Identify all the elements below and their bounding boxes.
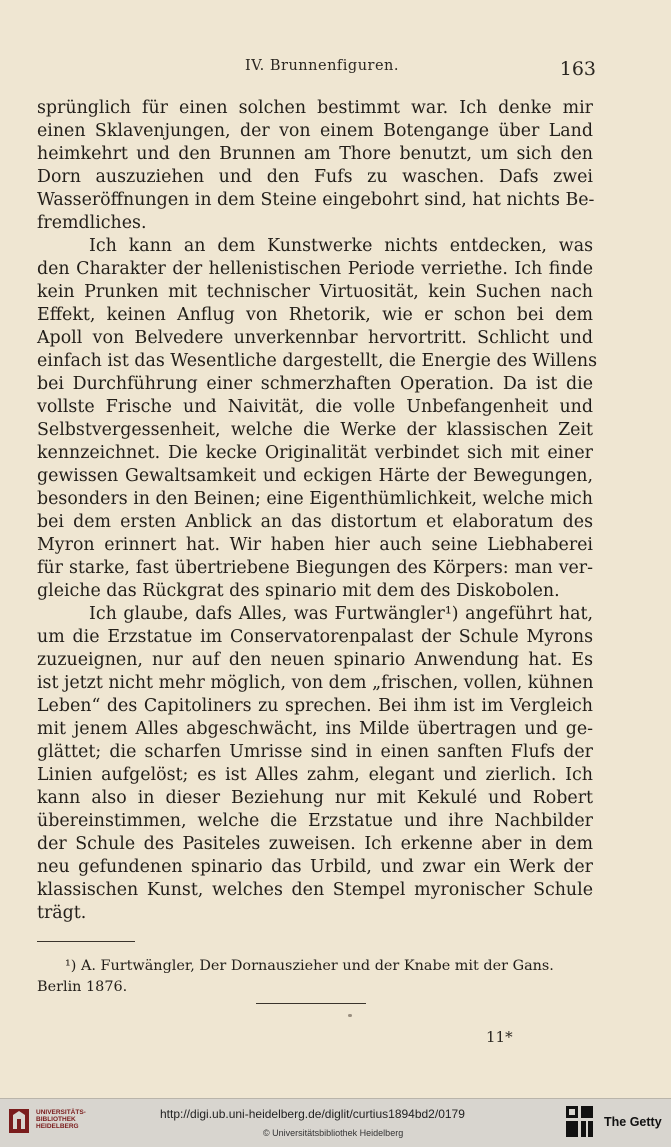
footnote-divider (37, 941, 135, 942)
text-line: Ich kann an dem Kunstwerke nichts entdecken, was (89, 236, 593, 256)
library-name-text: UNIVERSITÄTS- BIBLIOTHEK HEIDELBERG (36, 1109, 86, 1130)
text-line: bei dem ersten Anblick an das distortum et elaboratum des (37, 512, 593, 532)
paragraph-3 (37, 603, 593, 925)
text-line: Wasseröffnungen in dem Steine eingebohrt sind, hat nichts Be- (37, 190, 595, 210)
text-line: einen Sklavenjungen, der von einem Botengange über Land (37, 121, 593, 141)
text-line: Selbstvergessenheit, welche die Werke der klassischen Zeit (37, 420, 593, 440)
text-line: um die Erzstatue im Conservatorenpalast der Schule Myrons (37, 627, 593, 647)
text-line: mit jenem Alles abgeschwächt, ins Milde übertragen und ge- (37, 719, 593, 739)
footnote (37, 956, 593, 998)
page-number: 163 (559, 58, 596, 80)
text-line: Effekt, keinen Anflug von Rhetorik, wie er schon bei dem (37, 305, 593, 325)
ink-speck (348, 1014, 352, 1017)
text-line: Myron erinnert hat. Wir haben hier auch seine Liebhaberei (37, 535, 593, 555)
text-line: heimkehrt und den Brunnen am Thore benutzt, um sich den (37, 144, 593, 164)
text-line: neu gefundenen spinario das Urbild, und zwar ein Werk der (37, 857, 593, 877)
page-header (40, 54, 596, 84)
text-line: Apoll von Belvedere unverkennbar hervortritt. Schlicht und (37, 328, 593, 348)
text-line: ist jetzt nicht mehr möglich, von dem „frischen, vollen, kühnen (37, 673, 594, 693)
footnote-line: ¹) A. Furtwängler, Der Dornauszieher und der Knabe mit der Gans. (65, 958, 554, 974)
permalink-url[interactable]: http://digi.ub.uni-heidelberg.de/diglit/curtius1894bd2/0179 (160, 1107, 465, 1121)
text-line: kein Prunken mit technischer Virtuosität, kein Suchen nach (37, 282, 593, 302)
text-line: vollste Frische und Naivität, die volle Unbefangenheit und (37, 397, 593, 417)
text-line: sprünglich für einen solchen bestimmt war. Ich denke mir (37, 98, 593, 118)
text-line: gewissen Gewaltsamkeit und eckigen Härte der Bewegungen, (37, 466, 593, 486)
text-line: trägt. (37, 903, 87, 923)
text-line: glättet; die scharfen Umrisse sind in einen sanften Flufs der (37, 742, 593, 762)
text-line: für starke, fast übertriebene Biegungen des Körpers: man ver- (37, 558, 593, 578)
university-library-logo-icon[interactable] (8, 1107, 30, 1135)
viewer-footer (0, 1098, 671, 1147)
text-line: kann also in dieser Beziehung nur mit Kekulé und Robert (37, 788, 593, 808)
paragraph-2 (37, 235, 598, 603)
signature-mark: 11* (486, 1028, 513, 1046)
getty-logo-icon[interactable] (565, 1105, 595, 1139)
text-line: gleiche das Rückgrat des spinario mit dem des Diskobolen. (37, 581, 560, 601)
text-line: zuzueignen, nur auf den neuen spinario Anwendung hat. Es (37, 650, 593, 670)
text-line: Leben“ des Capitoliners zu sprechen. Bei ihm ist im Vergleich (37, 696, 593, 716)
paragraph-1 (37, 97, 593, 235)
text-line: kennzeichnet. Die kecke Originalität verbindet sich mit einer (37, 443, 593, 463)
partner-name: The Getty (604, 1115, 662, 1129)
text-line: besonders in den Beinen; eine Eigenthümlichkeit, welche mich (37, 489, 593, 509)
text-line: klassischen Kunst, welches den Stempel myronischer Schule (37, 880, 593, 900)
footnote-line: Berlin 1876. (37, 979, 128, 995)
end-divider (256, 1003, 366, 1004)
text-line: der Schule des Pasiteles zuweisen. Ich erkenne aber in dem (37, 834, 593, 854)
text-line: fremdliches. (37, 213, 147, 233)
text-line: einfach ist das Wesentliche dargestellt, die Energie des Willens (37, 351, 598, 371)
text-line: Linien aufgelöst; es ist Alles zahm, elegant und zierlich. Ich (37, 765, 593, 785)
text-line: den Charakter der hellenistischen Periode verriethe. Ich finde (37, 259, 593, 279)
copyright-notice: © Universitätsbibliothek Heidelberg (263, 1128, 404, 1138)
text-line: übereinstimmen, welche die Erzstatue und ihre Nachbilder (37, 811, 593, 831)
running-head: IV. Brunnenfiguren. (245, 58, 399, 74)
text-line: Ich glaube, dafs Alles, was Furtwängler¹) angeführt hat, (89, 604, 593, 624)
body-text (37, 97, 598, 925)
text-line: bei Durchführung einer schmerzhaften Operation. Da ist die (37, 374, 593, 394)
library-name (36, 1109, 86, 1130)
text-line: Dorn auszuziehen und den Fufs zu waschen. Dafs zwei (37, 167, 593, 187)
